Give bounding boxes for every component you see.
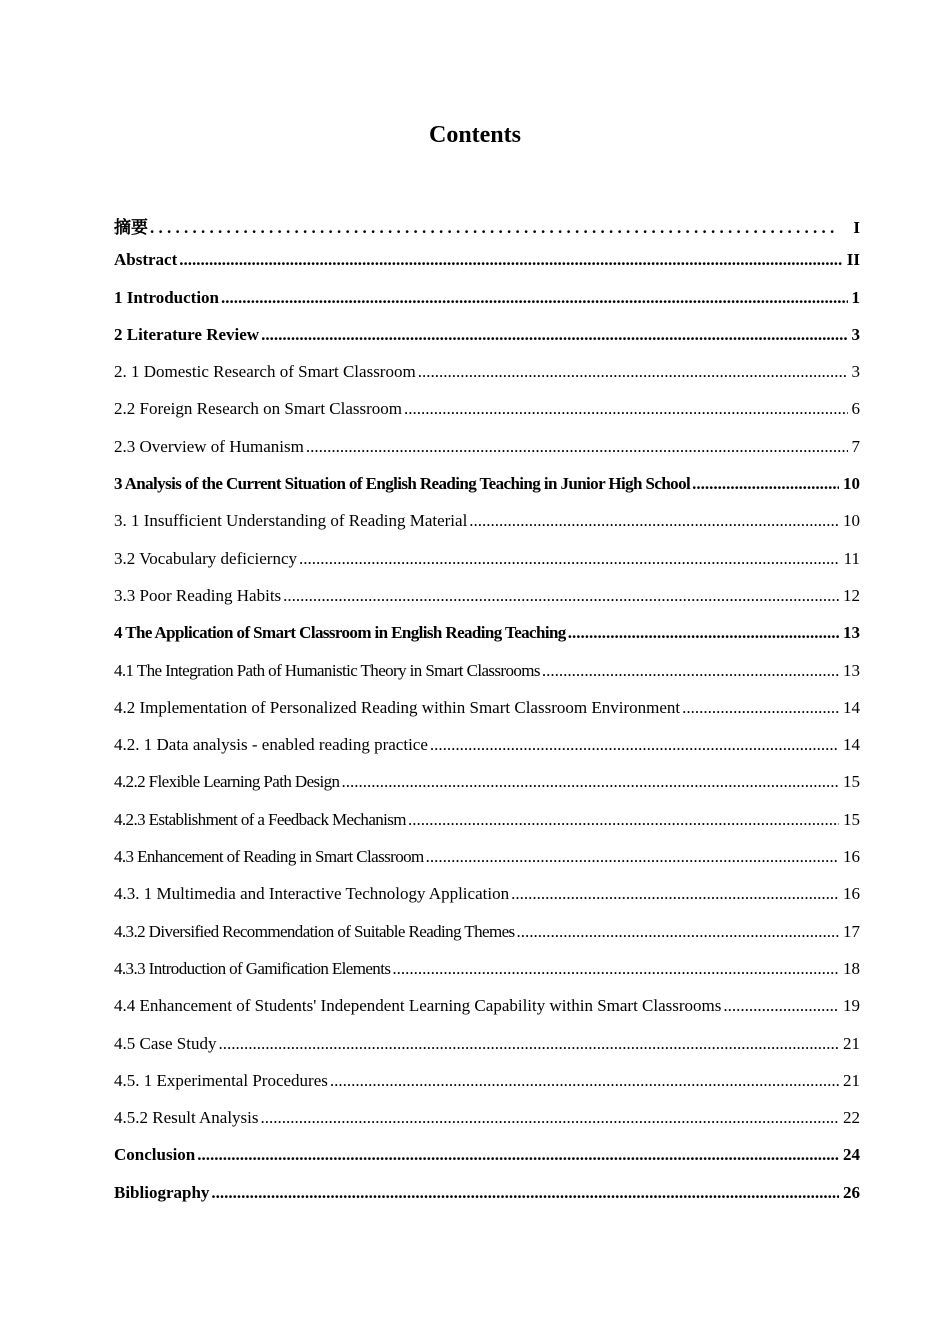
toc-entry[interactable] bbox=[114, 362, 860, 399]
toc-page-number: 1 bbox=[851, 287, 860, 307]
toc-entry[interactable] bbox=[114, 810, 860, 847]
toc-entry[interactable] bbox=[114, 847, 860, 884]
toc-page-number: 14 bbox=[843, 697, 860, 717]
toc-dot-leader bbox=[404, 399, 847, 419]
toc-entry-label: Abstract bbox=[114, 250, 178, 270]
toc-dot-leader bbox=[517, 922, 839, 942]
toc-entry-label: 4.5.2 Result Analysis bbox=[114, 1108, 259, 1128]
toc-entry[interactable] bbox=[114, 250, 860, 287]
toc-entry-label: 3.3 Poor Reading Habits bbox=[114, 585, 282, 605]
toc-entry[interactable] bbox=[114, 1108, 860, 1145]
toc-entry-label: 4.2 Implementation of Personalized Reading within Smart Classroom Environment bbox=[114, 697, 681, 717]
toc-page-number: 14 bbox=[843, 735, 860, 755]
toc-page-number: 3 bbox=[851, 324, 860, 344]
page-title: Contents bbox=[428, 122, 521, 148]
toc-entry[interactable] bbox=[114, 623, 860, 660]
toc-entry-label: 4.5. 1 Experimental Procedures bbox=[114, 1070, 328, 1090]
toc-entry-label: 2.3 Overview of Humanism bbox=[114, 436, 304, 456]
toc-entry[interactable] bbox=[114, 586, 860, 623]
toc-dot-leader bbox=[430, 735, 839, 755]
toc-dot-leader bbox=[408, 810, 839, 830]
toc-dot-leader bbox=[723, 996, 839, 1016]
toc-entry-label: 2.2 Foreign Research on Smart Classroom bbox=[114, 399, 403, 419]
toc-entry-label: 4.3. 1 Multimedia and Interactive Technology Application bbox=[114, 884, 510, 904]
toc-dot-leader bbox=[341, 772, 839, 792]
toc-page-number: 6 bbox=[851, 399, 860, 419]
toc-page-number: 17 bbox=[843, 921, 860, 941]
toc-entry[interactable] bbox=[114, 922, 860, 959]
toc-page-number: 15 bbox=[843, 772, 860, 792]
toc-entry[interactable] bbox=[114, 996, 860, 1033]
toc-dot-leader bbox=[511, 884, 839, 904]
toc-page-number: 16 bbox=[843, 884, 860, 904]
toc-dot-leader bbox=[542, 661, 839, 681]
toc-entry-label: 4.3 Enhancement of Reading in Smart Classroom bbox=[114, 847, 424, 867]
toc-page-number: 11 bbox=[843, 548, 860, 568]
toc-page-number: 13 bbox=[843, 623, 860, 643]
toc-dot-leader bbox=[469, 511, 839, 531]
toc-entry-label: 4.2. 1 Data analysis - enabled reading practice bbox=[114, 735, 428, 755]
toc-dot-leader bbox=[330, 1071, 839, 1091]
toc-entry[interactable] bbox=[114, 325, 860, 362]
toc-dot-leader bbox=[283, 586, 839, 606]
toc-entry[interactable] bbox=[114, 1145, 860, 1182]
toc-dot-leader bbox=[221, 288, 847, 308]
toc-entry[interactable] bbox=[114, 698, 860, 735]
toc-entry-label: 3. 1 Insufficient Understanding of Reading Material bbox=[114, 511, 468, 531]
toc-entry-label: Bibliography bbox=[114, 1182, 210, 1202]
toc-dot-leader bbox=[197, 1145, 839, 1165]
toc-page-number: 10 bbox=[843, 511, 860, 531]
toc-entry-label: 4.4 Enhancement of Students' Independent Learning Capability within Smart Classrooms bbox=[114, 996, 722, 1016]
toc-page-number: 26 bbox=[843, 1182, 860, 1202]
toc-entry[interactable] bbox=[114, 474, 860, 511]
toc-entry[interactable] bbox=[114, 213, 860, 250]
toc-entry[interactable] bbox=[114, 1034, 860, 1071]
toc-entry-label: 4.5 Case Study bbox=[114, 1033, 217, 1053]
toc-page-number: II bbox=[846, 250, 860, 270]
toc-entry[interactable] bbox=[114, 1071, 860, 1108]
toc-page-number: 3 bbox=[851, 362, 860, 382]
table-of-contents bbox=[114, 213, 860, 1220]
toc-entry-label: Conclusion bbox=[114, 1145, 196, 1165]
toc-entry-label: 4 The Application of Smart Classroom in English Reading Teaching bbox=[114, 623, 566, 643]
toc-entry[interactable] bbox=[114, 549, 860, 586]
toc-entry-label: 4.2.2 Flexible Learning Path Design bbox=[114, 772, 340, 792]
toc-dot-leader bbox=[692, 474, 839, 494]
toc-dot-leader bbox=[150, 218, 837, 238]
toc-page-number: 22 bbox=[843, 1108, 860, 1128]
toc-entry[interactable] bbox=[114, 884, 860, 921]
toc-entry-label: 4.3.3 Introduction of Gamification Elements bbox=[114, 958, 391, 978]
toc-dot-leader bbox=[306, 437, 848, 457]
toc-entry-label: 2. 1 Domestic Research of Smart Classroom bbox=[114, 362, 416, 382]
toc-entry[interactable] bbox=[114, 735, 860, 772]
toc-entry[interactable] bbox=[114, 1183, 860, 1220]
toc-entry[interactable] bbox=[114, 399, 860, 436]
toc-page-number: 24 bbox=[843, 1145, 860, 1165]
toc-entry-label: 3.2 Vocabulary deficierncy bbox=[114, 548, 297, 568]
toc-dot-leader bbox=[261, 1108, 839, 1128]
toc-entry-label: 摘要 bbox=[114, 218, 148, 237]
toc-page-number: 13 bbox=[843, 660, 860, 680]
toc-entry-label: 4.1 The Integration Path of Humanistic Theory in Smart Classrooms bbox=[114, 660, 540, 680]
toc-page-number: 21 bbox=[843, 1033, 860, 1053]
toc-dot-leader bbox=[418, 362, 848, 382]
toc-entry[interactable] bbox=[114, 288, 860, 325]
toc-dot-leader bbox=[299, 549, 840, 569]
toc-page-number: 21 bbox=[843, 1070, 860, 1090]
toc-dot-leader bbox=[261, 325, 847, 345]
toc-page-number: 12 bbox=[843, 585, 860, 605]
toc-dot-leader bbox=[211, 1183, 839, 1203]
toc-page-number: 16 bbox=[843, 847, 860, 867]
toc-entry-label: 2 Literature Review bbox=[114, 324, 260, 344]
toc-page-number: 18 bbox=[843, 958, 860, 978]
toc-page-number: 15 bbox=[843, 809, 860, 829]
toc-dot-leader bbox=[682, 698, 839, 718]
toc-page-number: 19 bbox=[843, 996, 860, 1016]
toc-entry-label: 1 Introduction bbox=[114, 287, 220, 307]
toc-entry[interactable] bbox=[114, 437, 860, 474]
toc-entry-label: 4.2.3 Establishment of a Feedback Mechanism bbox=[114, 809, 406, 829]
toc-entry[interactable] bbox=[114, 772, 860, 809]
toc-entry[interactable] bbox=[114, 511, 860, 548]
toc-entry-label: 4.3.2 Diversified Recommendation of Suitable Reading Themes bbox=[114, 921, 515, 941]
toc-dot-leader bbox=[426, 847, 839, 867]
toc-page-number: I bbox=[853, 218, 860, 237]
toc-dot-leader bbox=[179, 250, 843, 270]
toc-entry-label: 3 Analysis of the Current Situation of English Reading Teaching in Junior High School bbox=[114, 474, 691, 494]
toc-page-number: 7 bbox=[851, 436, 860, 456]
toc-dot-leader bbox=[218, 1034, 839, 1054]
toc-dot-leader bbox=[568, 623, 839, 643]
toc-entry[interactable] bbox=[114, 959, 860, 996]
toc-entry[interactable] bbox=[114, 661, 860, 698]
toc-dot-leader bbox=[392, 959, 839, 979]
toc-page-number: 10 bbox=[843, 474, 860, 494]
